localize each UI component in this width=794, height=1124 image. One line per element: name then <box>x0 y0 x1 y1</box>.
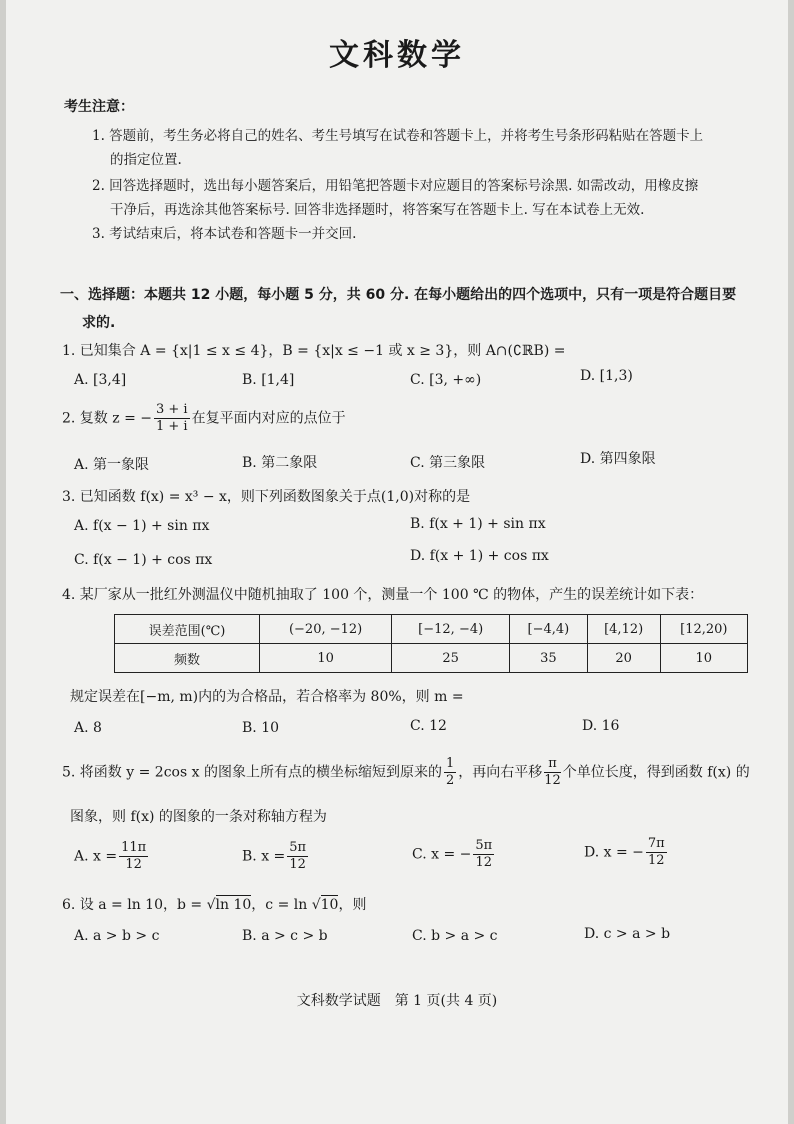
q5-frac2-den: 12 <box>544 773 561 788</box>
q5-fraction-2 <box>544 756 561 789</box>
q5-frac1-den: 2 <box>445 773 455 788</box>
table-row <box>115 615 748 644</box>
scan-left-edge <box>0 0 6 1124</box>
q5-c-fraction <box>473 838 494 871</box>
q6-sqrt-1: ln 10 <box>215 897 252 913</box>
q4-option-b: B. 10 <box>242 720 280 736</box>
q5-d-den: 12 <box>648 853 665 868</box>
q5-d-label: D. x = − <box>584 844 644 861</box>
q5-a-label: A. x = <box>74 848 118 865</box>
table-row <box>115 644 748 673</box>
question-5-stem-2: 图象，则 f(x) 的图象的一条对称轴方程为 <box>70 809 327 825</box>
question-4-stem-2: 规定误差在[−m, m)内的为合格品，若合格率为 80%，则 m = <box>70 689 464 705</box>
q5-c-num: 5π <box>475 838 493 853</box>
notice-heading: 考生注意： <box>64 99 134 115</box>
q4-option-d: D. 16 <box>582 718 620 734</box>
q5-stem-c: 个单位长度，得到函数 f(x) 的 <box>562 764 750 781</box>
section-heading: 一、选择题：本题共 12 小题，每小题 5 分，共 60 分. 在每小题给出的四个选项中，只有一项是符合题目要 <box>60 287 737 303</box>
q5-b-label: B. x = <box>242 848 286 865</box>
question-1-stem: 1. 已知集合 A = {x|1 ≤ x ≤ 4}，B = {x|x ≤ −1 或 x ≥ 3}，则 A∩(∁ℝB) = <box>62 343 566 359</box>
notice-item: 1. 答题前，考生务必将自己的姓名、考生号填写在试卷和答题卡上，并将考生号条形码粘贴在答题卡上 <box>92 128 704 144</box>
q5-a-fraction <box>119 840 148 873</box>
q5-a-num: 11π <box>121 840 147 855</box>
q5-option-d <box>584 836 669 869</box>
q5-d-fraction <box>646 836 667 869</box>
table-cell: 10 <box>660 644 747 673</box>
table-cell: 35 <box>510 644 588 673</box>
notice-item: 2. 回答选择题时，选出每小题答案后，用铅笔把答题卡对应题目的答案标号涂黑. 如需改动，用橡皮擦 <box>92 178 699 194</box>
table-cell: 10 <box>260 644 392 673</box>
q2-fraction <box>154 402 190 435</box>
q1-option-d: D. [1,3) <box>580 368 633 384</box>
table-cell: 25 <box>392 644 510 673</box>
q6-stem-c: ，则 <box>338 897 367 913</box>
page-title: 文科数学 <box>329 38 465 73</box>
q5-stem-b: ，再向右平移 <box>458 764 543 781</box>
section-heading-cont: 求的. <box>82 315 116 331</box>
q5-c-den: 12 <box>475 855 493 870</box>
q2-frac-den: 1 + i <box>156 419 188 434</box>
table-cell: (−20, −12) <box>260 615 392 644</box>
q5-fraction-1 <box>444 756 456 789</box>
question-6-stem: 6. 设 a = ln 10，b = √ln 10，c = ln √10，则 <box>62 897 367 913</box>
q1-option-a: A. [3,4] <box>74 372 127 388</box>
notice-item: 3. 考试结束后，将本试卷和答题卡一并交回. <box>92 226 357 242</box>
q5-frac2-num: π <box>544 756 561 773</box>
table-cell: [4,12) <box>587 615 660 644</box>
q2-frac-num: 3 + i <box>156 402 188 417</box>
q6-sqrt-2: 10 <box>320 897 339 913</box>
question-2-stem <box>62 402 346 435</box>
error-table <box>114 614 748 673</box>
q5-b-fraction <box>287 840 308 873</box>
q5-a-den: 12 <box>125 857 142 872</box>
q5-b-num: 5π <box>289 840 307 855</box>
q3-option-c: C. f(x − 1) + cos πx <box>74 552 213 568</box>
q5-option-c <box>412 838 496 871</box>
q6-stem-a: 6. 设 a = ln 10，b = <box>62 897 207 913</box>
q2-option-d: D. 第四象限 <box>580 451 656 467</box>
q4-option-a: A. 8 <box>74 720 102 736</box>
q5-option-b <box>242 840 310 873</box>
q4-option-c: C. 12 <box>410 718 447 734</box>
table-cell: [−4,4) <box>510 615 588 644</box>
q5-b-den: 12 <box>289 857 306 872</box>
q3-option-d: D. f(x + 1) + cos πx <box>410 548 549 564</box>
q2-option-a: A. 第一象限 <box>74 457 150 473</box>
q6-option-a: A. a > b > c <box>74 928 160 944</box>
q5-option-a <box>74 840 150 873</box>
question-3-stem: 3. 已知函数 f(x) = x³ − x，则下列函数图象关于点(1,0)对称的是 <box>62 489 471 505</box>
notice-item: 干净后，再选涂其他答案标号. 回答非选择题时，将答案写在答题卡上. 写在本试卷上无效. <box>110 202 645 218</box>
page-footer: 文科数学试题 第 1 页(共 4 页) <box>296 993 498 1009</box>
q5-frac1-num: 1 <box>445 756 455 771</box>
q5-c-label: C. x = − <box>412 846 472 863</box>
notice-item: 的指定位置. <box>110 152 182 168</box>
q2-stem-suffix: 在复平面内对应的点位于 <box>191 410 346 427</box>
q2-stem-prefix: 2. 复数 z = − <box>62 410 152 427</box>
q5-d-num: 7π <box>647 836 665 851</box>
question-5-stem <box>62 756 750 789</box>
q2-option-b: B. 第二象限 <box>242 455 318 471</box>
table-cell: [−12, −4) <box>392 615 510 644</box>
q3-option-a: A. f(x − 1) + sin πx <box>74 518 210 534</box>
table-cell: [12,20) <box>660 615 747 644</box>
q3-option-b: B. f(x + 1) + sin πx <box>410 516 546 532</box>
q6-option-b: B. a > c > b <box>242 928 328 944</box>
q6-stem-b: ，c = ln <box>251 897 312 913</box>
q6-option-d: D. c > a > b <box>584 926 671 942</box>
question-4-stem: 4. 某厂家从一批红外测温仪中随机抽取了 100 个，测量一个 100 ℃ 的物体，产生的误差统计如下表： <box>62 587 704 603</box>
table-cell: 20 <box>587 644 660 673</box>
q1-option-b: B. [1,4] <box>242 372 295 388</box>
q5-stem-a: 5. 将函数 y = 2cos x 的图象上所有点的横坐标缩短到原来的 <box>62 764 442 781</box>
q1-option-c: C. [3, +∞) <box>410 372 482 388</box>
q6-option-c: C. b > a > c <box>412 928 498 944</box>
q2-option-c: C. 第三象限 <box>410 455 486 471</box>
table-header-count: 频数 <box>115 644 260 673</box>
scan-right-edge <box>788 0 794 1124</box>
table-header-range: 误差范围(℃) <box>115 615 260 644</box>
